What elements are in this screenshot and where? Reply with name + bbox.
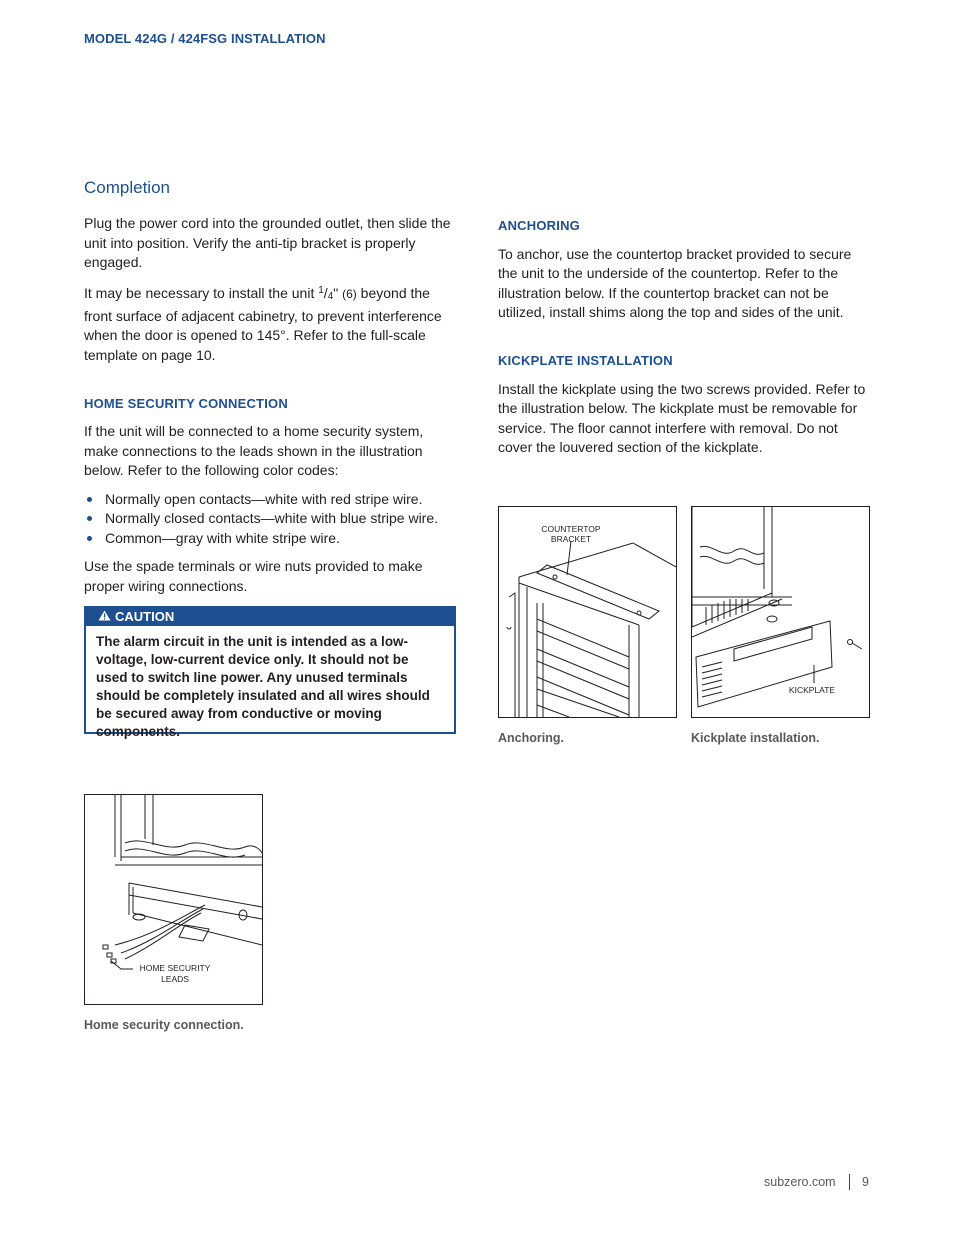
home-security-intro: If the unit will be connected to a home security system, make connections to the leads shown in the illustration below. Refer to the following color codes: <box>84 423 424 479</box>
kickplate-label: KICKPLATE <box>788 685 836 695</box>
left-column <box>84 214 456 605</box>
kickplate-caption: Kickplate installation. <box>691 731 820 745</box>
metric-value: (6) <box>342 287 357 302</box>
kickplate-heading: KICKPLATE INSTALLATION <box>498 352 673 368</box>
completion-paragraph-2: It may be necessary to install the unit $^1/_4$" (6) beyond the front surface of adjacent cabinetry, to prevent interference when the door is opened to 145°. Refer to the full-scale template on page 10. <box>84 285 442 364</box>
inch-mark: " <box>333 285 343 302</box>
kickplate-text: Install the kickplate using the two screws provided. Refer to the illustration below. The kickplate must be removable for service. The floor cannot interfere with removal. Do not cover the louvered section of the kickplate. <box>498 380 866 456</box>
warning-triangle-icon <box>98 608 111 626</box>
caution-box <box>84 606 456 739</box>
home-security-leads-label-line2: LEADS <box>161 974 189 984</box>
home-security-caption: Home security connection. <box>84 1018 244 1032</box>
section-title: Completion <box>84 178 170 197</box>
home-security-illustration <box>85 795 262 1004</box>
list-item: Normally open contacts—white with red stripe wire. <box>84 490 456 510</box>
para2-start: It may be necessary to install the unit <box>84 285 319 302</box>
anchoring-illustration <box>499 507 676 717</box>
right-column <box>498 214 870 466</box>
anchoring-heading: ANCHORING <box>498 218 580 233</box>
home-security-figure <box>84 794 263 1005</box>
list-item: Common—gray with white stripe wire. <box>84 529 456 549</box>
home-security-leads-label-line1: HOME SECURITY <box>139 963 211 973</box>
fraction-denominator: 4 <box>327 291 334 303</box>
caution-header <box>86 608 454 626</box>
footer-divider <box>849 1174 850 1190</box>
document-header: MODEL 424G / 424FSG INSTALLATION <box>84 31 326 46</box>
page-number: 9 <box>862 1175 869 1189</box>
list-item: Normally closed contacts—white with blue stripe wire. <box>84 509 456 529</box>
countertop-bracket-label-line2: BRACKET <box>550 534 592 544</box>
kickplate-figure <box>691 506 870 718</box>
anchoring-figure <box>498 506 677 718</box>
anchoring-caption: Anchoring. <box>498 731 564 745</box>
fraction-numerator: 1 <box>318 285 324 297</box>
countertop-bracket-label-line1: COUNTERTOP <box>541 524 601 534</box>
home-security-heading: HOME SECURITY CONNECTION <box>84 395 288 411</box>
anchoring-text: To anchor, use the countertop bracket provided to secure the unit to the underside of the countertop. Refer to the illustration below. If the countertop bracket can not be utilized, install shims along the top and sides of the unit. <box>498 245 852 321</box>
color-code-list <box>84 490 456 549</box>
completion-paragraph-1: Plug the power cord into the grounded outlet, then slide the unit into position. Verify the anti-tip bracket is properly engaged. <box>84 215 451 271</box>
caution-text: The alarm circuit in the unit is intended as a low-voltage, low-current device only. It should not be used to switch line power. Any unused terminals should be completely insulated and all wires should be secured away from conductive or moving components. <box>96 634 430 739</box>
footer-site: subzero.com <box>764 1175 836 1189</box>
para2-end: beyond the front surface of adjacent cabinetry, to prevent interference when the door is opened to 145°. Refer to the full-scale template on page 10. <box>84 285 442 364</box>
home-security-outro: Use the spade terminals or wire nuts provided to make proper wiring connections. <box>84 558 423 594</box>
caution-label: CAUTION <box>115 609 175 624</box>
kickplate-illustration <box>692 507 869 717</box>
